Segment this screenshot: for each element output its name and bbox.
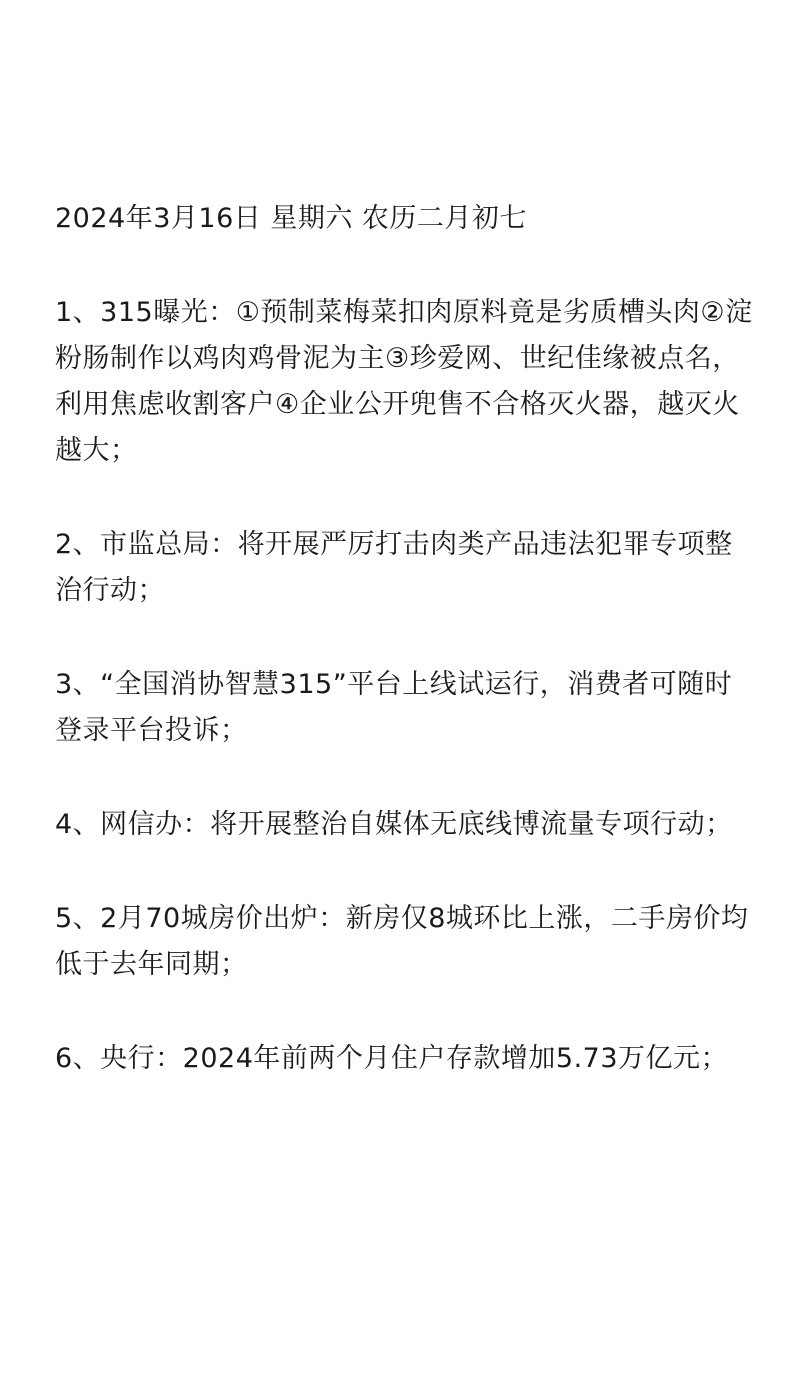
news-item-5: 5、2月70城房价出炉：新房仅8城环比上涨，二手房价均低于去年同期； — [55, 903, 749, 980]
news-item-1: 1、315曝光：①预制菜梅菜扣肉原料竟是劣质槽头肉②淀粉肠制作以鸡肉鸡骨泥为主③珍爱网、世纪佳缘被点名，利用焦虑收割客户④企业公开兜售不合格灭火器，越灭火越大； — [55, 297, 753, 466]
news-item-6: 6、央行：2024年前两个月住户存款增加5.73万亿元； — [55, 1043, 729, 1074]
news-note — [55, 196, 755, 1130]
news-item-2: 2、市监总局：将开展严厉打击肉类产品违法犯罪专项整治行动； — [55, 529, 733, 606]
news-item-4: 4、网信办：将开展整治自媒体无底线博流量专项行动； — [55, 809, 733, 840]
news-item-3: 3、“全国消协智慧315”平台上线试运行，消费者可随时登录平台投诉； — [55, 669, 733, 746]
date-line: 2024年3月16日 星期六 农历二月初七 — [55, 203, 527, 234]
